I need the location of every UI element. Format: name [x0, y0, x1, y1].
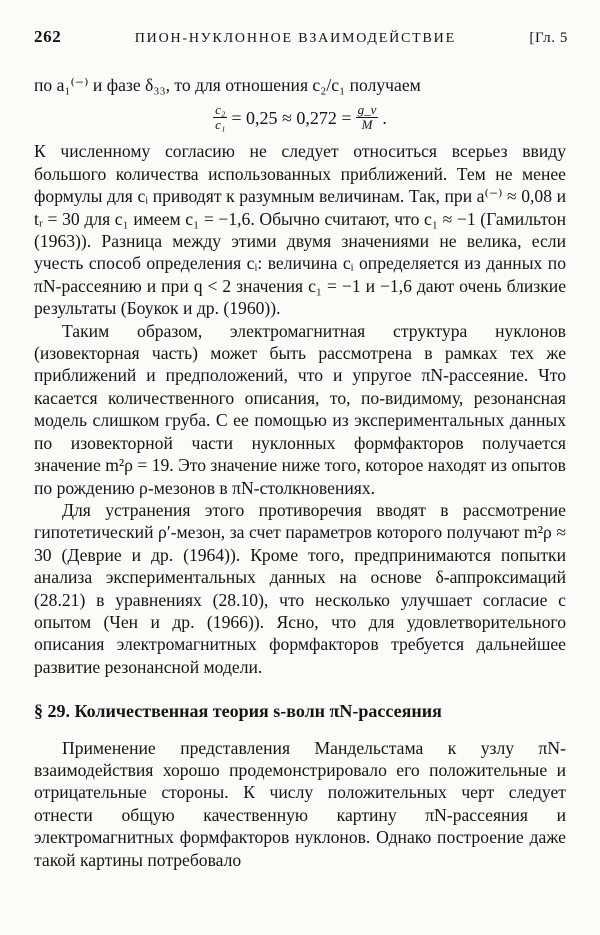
fraction-denominator: M [361, 117, 373, 133]
formula-middle: = 0,25 ≈ 0,272 = [231, 107, 352, 128]
fraction-c2-c1 [213, 103, 227, 132]
fraction-gv-m [356, 103, 379, 132]
ratio-formula [34, 103, 566, 132]
fraction-numerator: g_v [357, 102, 377, 118]
fraction-denominator: c₁ [215, 117, 226, 133]
fraction-numerator: c₂ [215, 102, 226, 118]
page-body [34, 74, 566, 871]
running-header [34, 27, 568, 47]
paragraph-rho-prime: Для устранения этого противоречия вводят в рассмотрение гипотетический ρ′-мезон, за счет параметров которого получают m²ρ ≈ 30 (Деврие и др. (1964)). Кроме того, предпринимаются попытки анализа экспериментальных данных на основе δ-аппроксимаций (28.21) в уравнениях (28.10), что несколько улучшает согласие с опытом (Чен и др. (1966)). Ясно, что для удовлетворительного описания электромагнитных формфакторов требуется дальнейшее развитие резонансной модели. [34, 499, 566, 677]
paragraph-mandelstam: Применение представления Мандельстама к узлу πN-взаимодействия хорошо продемонстрировало его положительные и отрицательные стороны. К числу положительных черт следует отнести общую качественную картину πN-рассеяния и электромагнитных формфакторов нуклонов. Однако построение даже такой картины потребовало [34, 737, 566, 870]
paragraph-numerical-agreement: К численному согласию не следует относиться всерьез ввиду большого количества использованных приближений. Тем не менее формулы для cᵢ приводят к разумным величинам. Так, при a⁽⁻⁾ ≈ 0,08 и tᵣ = 30 для c₁ имеем c₁ = −1,6. Обычно считают, что c₁ ≈ −1 (Гамильтон (1963)). Разница между этими двумя значениями не велика, если учесть способ определения cᵢ: величина cᵢ определяется из данных по πN-рассеянию и при q < 2 значения c₁ = −1 и −1,6 дают очень близкие результаты (Боукок и др. (1960)). [34, 141, 566, 319]
section-heading: § 29. Количественная теория s-волн πN-рассеяния [34, 701, 442, 722]
intro-line: по a₁⁽⁻⁾ и фазе δ₃₃, то для отношения c₂/c₁ получаем [34, 75, 421, 95]
chapter-marker: [Гл. 5 [529, 30, 568, 46]
paragraph-em-structure: Таким образом, электромагнитная структура нуклонов (изовекторная часть) может быть рассмотрена в рамках тех же приближений и предположений, что и упругое πN-рассеяние. Что касается количественного описания, то, по-видимому, резонансная модель слишком груба. С ее помощью из экспериментальных данных по изовекторной части нуклонных формфакторов получается значение m²ρ = 19. Это значение ниже того, которое находят из опытов по рождению ρ-мезонов в πN-столкновениях. [34, 320, 566, 498]
page-number: 262 [34, 27, 62, 46]
formula-end: . [382, 107, 387, 128]
running-title: ПИОН-НУКЛОННОЕ ВЗАИМОДЕЙСТВИЕ [134, 31, 456, 46]
